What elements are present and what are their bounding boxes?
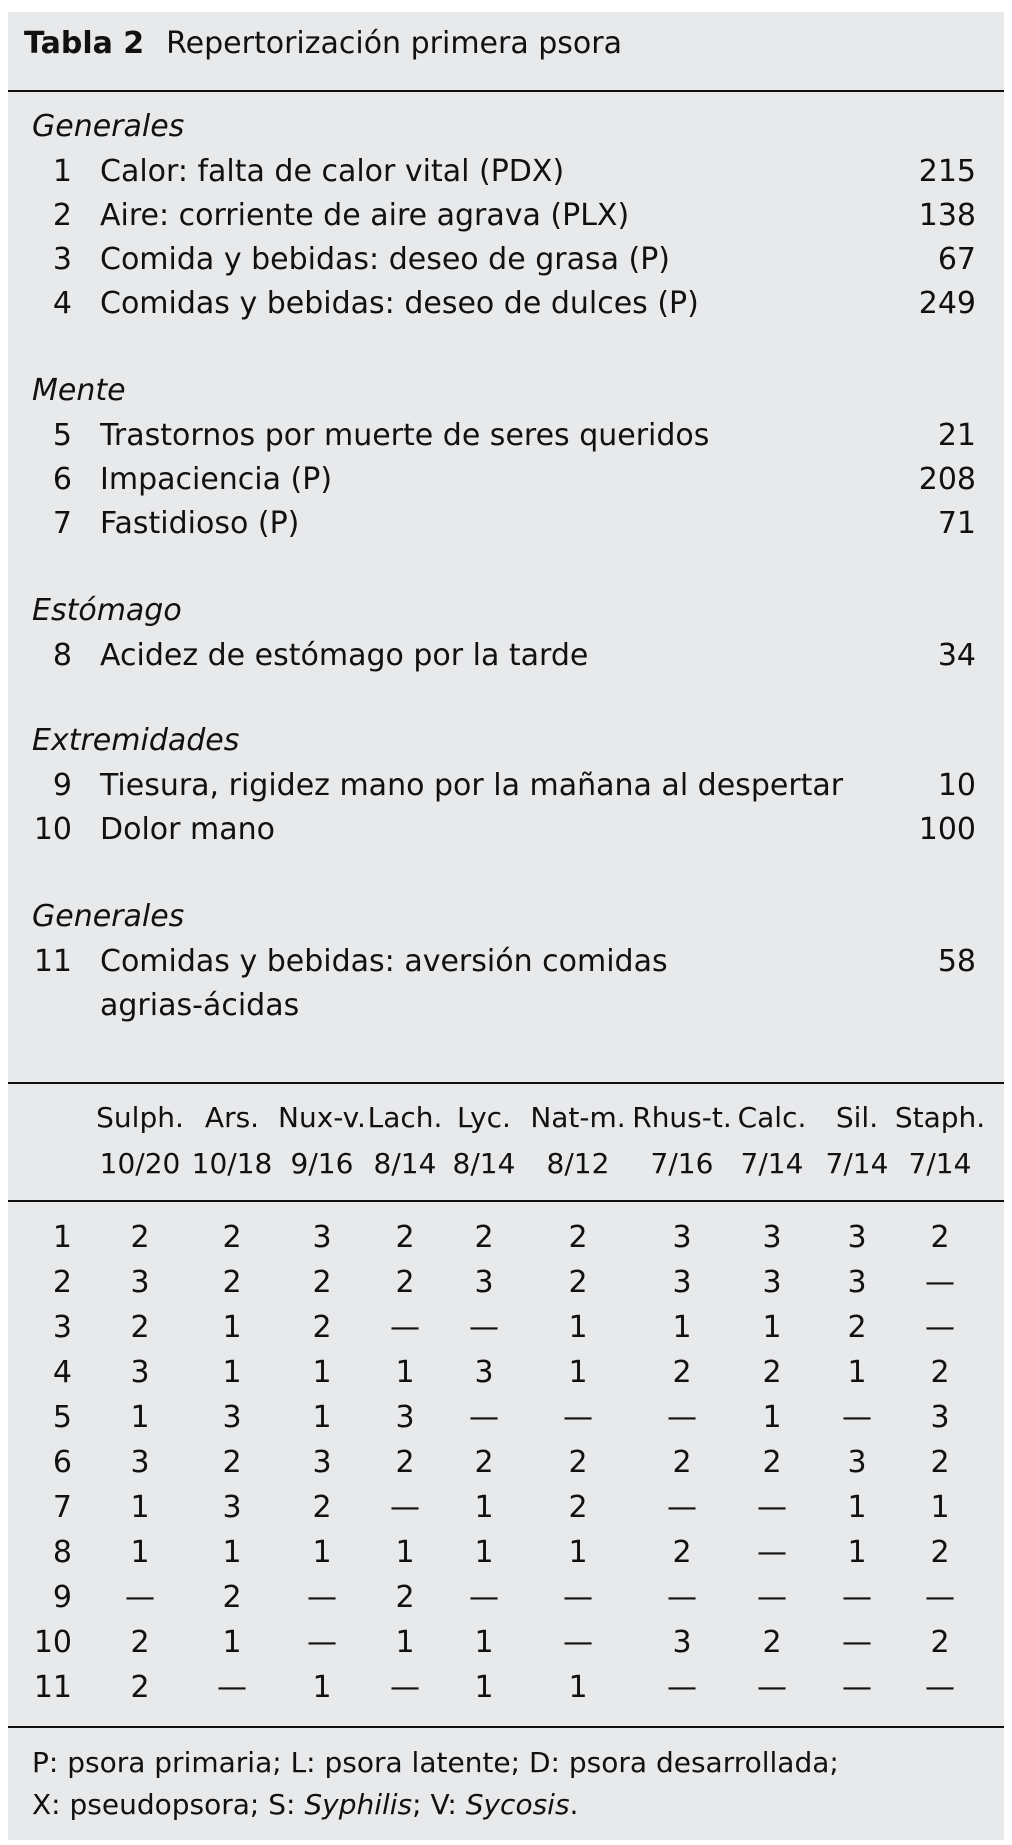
grid-cell: —	[842, 1400, 872, 1435]
remedy-name: Sil.	[835, 1101, 879, 1134]
grid-row	[0, 1216, 1012, 1260]
remedy-score: 7/14	[825, 1147, 889, 1180]
remedy-name: Calc.	[737, 1101, 807, 1134]
remedy-score: 7/16	[650, 1147, 714, 1180]
grid-cell: 2	[672, 1445, 692, 1480]
grid-cell: 3	[672, 1220, 692, 1255]
footnote-text: ; V:	[412, 1788, 466, 1821]
grid-cell: 3	[130, 1265, 150, 1300]
grid-cell: 2	[847, 1310, 867, 1345]
symptom-row	[0, 764, 1012, 808]
row-text: Trastornos por muerte de seres queridos	[100, 418, 710, 453]
grid-cell: 2	[474, 1445, 494, 1480]
grid-cell: 1	[474, 1670, 494, 1705]
grid-row-number: 5	[52, 1400, 72, 1435]
grid-cell: 1	[474, 1490, 494, 1525]
row-text: Aire: corriente de aire agrava (PLX)	[100, 198, 630, 233]
remedy-score: 8/12	[546, 1147, 610, 1180]
symptom-row	[0, 194, 1012, 238]
footnote-line-1: P: psora primaria; L: psora latente; D: psora desarrollada;	[32, 1746, 839, 1779]
symptom-row	[0, 458, 1012, 502]
grid-cell: 1	[847, 1490, 867, 1525]
row-number: 7	[52, 506, 72, 541]
row-number: 2	[52, 198, 72, 233]
grid-cell: 1	[762, 1310, 782, 1345]
row-value: 208	[918, 462, 976, 497]
grid-cell: 2	[395, 1220, 415, 1255]
grid-cell: 1	[474, 1535, 494, 1570]
grid-cell: 2	[130, 1625, 150, 1660]
grid-cell: 1	[568, 1310, 588, 1345]
remedy-name: Lyc.	[457, 1101, 511, 1134]
grid-cell: —	[390, 1310, 420, 1345]
grid-cell: 3	[930, 1400, 950, 1435]
table-label: Tabla 2	[24, 26, 145, 61]
footnote-text: .	[569, 1788, 579, 1821]
grid-cell: 2	[762, 1445, 782, 1480]
grid-cell: 1	[395, 1625, 415, 1660]
grid-row-number: 6	[52, 1445, 72, 1480]
grid-cell: 1	[568, 1355, 588, 1390]
grid-cell: 1	[847, 1535, 867, 1570]
grid-cell: 3	[474, 1355, 494, 1390]
section-title: Extremidades	[32, 723, 240, 758]
row-number: 4	[52, 286, 72, 321]
grid-cell: —	[469, 1580, 499, 1615]
grid-cell: 2	[930, 1445, 950, 1480]
grid-cell: 3	[847, 1445, 867, 1480]
grid-cell: —	[842, 1670, 872, 1705]
symptom-row	[0, 282, 1012, 326]
grid-cell: 1	[474, 1625, 494, 1660]
grid-row-number: 4	[52, 1355, 72, 1390]
grid-cell: 1	[930, 1490, 950, 1525]
grid-cell: 2	[930, 1220, 950, 1255]
grid-cell: 2	[312, 1490, 332, 1525]
grid-cell: 2	[395, 1265, 415, 1300]
grid-cell: —	[667, 1490, 697, 1525]
footnote-syphilis: Syphilis	[304, 1788, 413, 1821]
remedy-name: Staph.	[894, 1101, 986, 1134]
grid-cell: 3	[672, 1265, 692, 1300]
row-text: Acidez de estómago por la tarde	[100, 638, 589, 673]
grid-cell: 3	[222, 1490, 242, 1525]
grid-row-number: 9	[52, 1580, 72, 1615]
section-title: Generales	[32, 109, 185, 144]
grid-cell: —	[925, 1670, 955, 1705]
grid-cell: 2	[930, 1625, 950, 1660]
grid-cell: 2	[672, 1355, 692, 1390]
grid-cell: —	[667, 1670, 697, 1705]
row-number: 9	[52, 768, 72, 803]
grid-cell: 2	[930, 1535, 950, 1570]
grid-cell: 1	[130, 1490, 150, 1525]
remedy-name: Nat-m.	[530, 1101, 626, 1134]
grid-row	[0, 1576, 1012, 1620]
grid-row	[0, 1531, 1012, 1575]
grid-row	[0, 1621, 1012, 1665]
grid-cell: —	[667, 1400, 697, 1435]
row-value: 215	[918, 154, 976, 189]
grid-cell: 1	[672, 1310, 692, 1345]
grid-cell: 3	[762, 1220, 782, 1255]
grid-cell: 1	[222, 1625, 242, 1660]
row-value: 58	[937, 944, 976, 979]
grid-cell: —	[469, 1400, 499, 1435]
row-text: Calor: falta de calor vital (PDX)	[100, 154, 565, 189]
grid-cell: 2	[395, 1580, 415, 1615]
remedy-score: 7/14	[908, 1147, 972, 1180]
remedy-header-bottom-rule	[8, 1200, 1004, 1202]
grid-cell: 3	[395, 1400, 415, 1435]
row-value: 100	[918, 812, 976, 847]
header-rule	[8, 90, 1004, 92]
grid-row-number: 11	[33, 1670, 72, 1705]
row-text: Comida y bebidas: deseo de grasa (P)	[100, 242, 671, 277]
grid-cell: —	[757, 1535, 787, 1570]
grid-cell: 2	[568, 1445, 588, 1480]
grid-cell: 1	[130, 1400, 150, 1435]
grid-cell: 2	[930, 1355, 950, 1390]
grid-cell: 3	[222, 1400, 242, 1435]
row-value: 71	[937, 506, 976, 541]
symptom-row	[0, 238, 1012, 282]
grid-cell: —	[757, 1580, 787, 1615]
grid-cell: 2	[568, 1220, 588, 1255]
grid-row-number: 10	[33, 1625, 72, 1660]
remedy-name: Nux-v.	[278, 1101, 366, 1134]
grid-cell: —	[563, 1625, 593, 1660]
row-value: 249	[918, 286, 976, 321]
grid-row	[0, 1441, 1012, 1485]
remedy-score: 9/16	[290, 1147, 354, 1180]
grid-cell: 1	[312, 1670, 332, 1705]
row-value: 138	[918, 198, 976, 233]
section-title: Generales	[32, 899, 185, 934]
grid-row	[0, 1396, 1012, 1440]
footnote-sycosis: Sycosis	[465, 1788, 570, 1821]
symptom-row	[0, 502, 1012, 546]
grid-cell: 3	[847, 1220, 867, 1255]
grid-cell: 2	[568, 1265, 588, 1300]
symptom-row	[0, 414, 1012, 458]
grid-cell: 2	[130, 1220, 150, 1255]
grid-cell: —	[307, 1625, 337, 1660]
symptom-row	[0, 808, 1012, 852]
grid-cell: 2	[130, 1670, 150, 1705]
row-text: Comidas y bebidas: aversión comidas agrias-ácidas	[100, 944, 668, 1023]
grid-row-number: 2	[52, 1265, 72, 1300]
grid-cell: 2	[762, 1625, 782, 1660]
grid-cell: —	[925, 1580, 955, 1615]
row-text: Tiesura, rigidez mano por la mañana al despertar	[100, 768, 844, 803]
grid-cell: 2	[395, 1445, 415, 1480]
row-number: 1	[52, 154, 72, 189]
grid-row-number: 1	[52, 1220, 72, 1255]
grid-row	[0, 1351, 1012, 1395]
grid-cell: 2	[222, 1580, 242, 1615]
grid-cell: —	[217, 1670, 247, 1705]
footer-rule	[8, 1726, 1004, 1728]
grid-cell: —	[469, 1310, 499, 1345]
grid-cell: —	[925, 1310, 955, 1345]
row-text: Impaciencia (P)	[100, 462, 333, 497]
grid-cell: —	[757, 1670, 787, 1705]
footnote-text: X: pseudopsora; S:	[32, 1788, 305, 1821]
grid-row-number: 3	[52, 1310, 72, 1345]
grid-cell: 3	[474, 1265, 494, 1300]
row-text: Fastidioso (P)	[100, 506, 300, 541]
grid-cell: 2	[222, 1220, 242, 1255]
grid-cell: —	[390, 1490, 420, 1525]
grid-row	[0, 1306, 1012, 1350]
grid-cell: 3	[312, 1220, 332, 1255]
remedy-name: Lach.	[367, 1101, 443, 1134]
grid-cell: 2	[312, 1310, 332, 1345]
row-value: 21	[937, 418, 976, 453]
grid-cell: —	[563, 1580, 593, 1615]
grid-cell: 2	[222, 1445, 242, 1480]
row-number: 10	[33, 812, 72, 847]
row-value: 10	[937, 768, 976, 803]
section-title: Mente	[32, 373, 126, 408]
symptom-row	[0, 634, 1012, 678]
grid-cell: 2	[672, 1535, 692, 1570]
grid-cell: 3	[312, 1445, 332, 1480]
grid-cell: 1	[312, 1355, 332, 1390]
row-number: 11	[33, 944, 72, 979]
grid-cell: 1	[222, 1310, 242, 1345]
grid-cell: 1	[312, 1535, 332, 1570]
table-caption	[24, 24, 622, 64]
grid-cell: 2	[130, 1310, 150, 1345]
grid-cell: —	[667, 1580, 697, 1615]
remedy-score: 8/14	[452, 1147, 516, 1180]
row-text: Comidas y bebidas: deseo de dulces (P)	[100, 286, 699, 321]
grid-cell: 2	[474, 1220, 494, 1255]
footnote	[32, 1742, 992, 1826]
grid-cell: 2	[312, 1265, 332, 1300]
symptom-row	[0, 940, 1012, 1028]
remedy-score: 8/14	[373, 1147, 437, 1180]
row-number: 8	[52, 638, 72, 673]
grid-cell: 1	[568, 1670, 588, 1705]
remedy-score: 10/18	[191, 1147, 273, 1180]
grid-cell: 3	[847, 1265, 867, 1300]
grid-cell: 1	[395, 1535, 415, 1570]
remedy-name: Rhus-t.	[632, 1101, 732, 1134]
grid-cell: —	[563, 1400, 593, 1435]
grid-row-number: 7	[52, 1490, 72, 1525]
grid-cell: 1	[222, 1355, 242, 1390]
row-number: 3	[52, 242, 72, 277]
grid-row	[0, 1261, 1012, 1305]
row-number: 5	[52, 418, 72, 453]
grid-cell: 3	[130, 1445, 150, 1480]
grid-cell: 1	[762, 1400, 782, 1435]
grid-cell: 3	[130, 1355, 150, 1390]
grid-cell: 3	[762, 1265, 782, 1300]
remedy-header-top-rule	[8, 1082, 1004, 1084]
row-value: 34	[937, 638, 976, 673]
grid-cell: —	[125, 1580, 155, 1615]
grid-cell: —	[842, 1625, 872, 1660]
grid-cell: —	[307, 1580, 337, 1615]
remedy-name: Sulph.	[96, 1101, 184, 1134]
grid-cell: 1	[130, 1535, 150, 1570]
grid-cell: 1	[847, 1355, 867, 1390]
remedy-score: 7/14	[740, 1147, 804, 1180]
grid-row-number: 8	[52, 1535, 72, 1570]
grid-cell: 3	[672, 1625, 692, 1660]
remedy-score: 10/20	[99, 1147, 181, 1180]
grid-row	[0, 1486, 1012, 1530]
remedy-name: Ars.	[204, 1101, 260, 1134]
row-number: 6	[52, 462, 72, 497]
grid-cell: —	[925, 1265, 955, 1300]
grid-cell: 2	[222, 1265, 242, 1300]
grid-cell: —	[842, 1580, 872, 1615]
section-title: Estómago	[32, 593, 182, 628]
grid-cell: 1	[222, 1535, 242, 1570]
grid-row	[0, 1666, 1012, 1710]
grid-cell: 1	[395, 1355, 415, 1390]
footnote-line-2	[32, 1784, 992, 1826]
grid-cell: 2	[762, 1355, 782, 1390]
row-text: Dolor mano	[100, 812, 275, 847]
grid-cell: 1	[568, 1535, 588, 1570]
grid-cell: —	[757, 1490, 787, 1525]
symptom-row	[0, 150, 1012, 194]
row-value: 67	[937, 242, 976, 277]
table-title: Repertorización primera psora	[166, 26, 623, 61]
grid-cell: —	[390, 1670, 420, 1705]
grid-cell: 1	[312, 1400, 332, 1435]
grid-cell: 2	[568, 1490, 588, 1525]
